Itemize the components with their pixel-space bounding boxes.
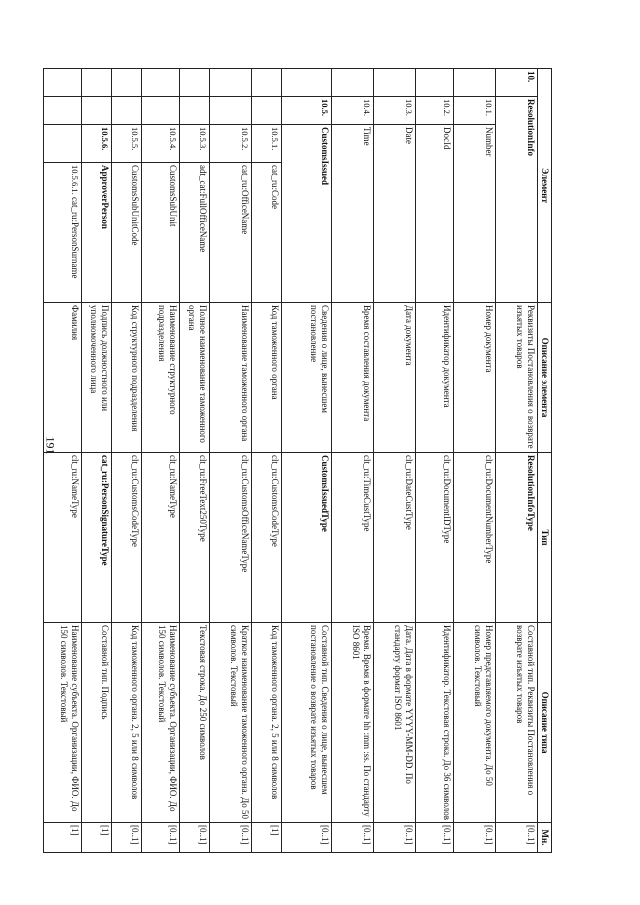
table-row — [416, 69, 454, 853]
indent-cell — [44, 125, 82, 163]
element-name: ResolutionInfo — [496, 97, 538, 303]
type-description: Дата. Дата в формате YYYY-MM-DD. По стандарту формат ISO 8601 — [374, 623, 416, 823]
table-row — [282, 69, 332, 853]
element-description: Дата документа — [374, 303, 416, 453]
row-number: 10.5.2. — [210, 125, 252, 163]
element-type: clt_ru:NameType — [142, 453, 180, 623]
row-number: 10.5. — [282, 97, 332, 125]
row-number: 10.5.6. — [82, 125, 112, 163]
type-description: Код таможенного органа. 2, 5 или 8 символов — [252, 623, 282, 823]
element-name: CustomsSubUnitCode — [112, 163, 142, 303]
type-description: Краткое наименование таможенного органа. До 50 символов. Текстовый — [210, 623, 252, 823]
indent-cell — [82, 69, 112, 97]
element-description: Сведения о лице, вынесшем постановление — [282, 303, 332, 453]
multiplicity: [0..1] — [282, 823, 332, 853]
table-row — [44, 69, 82, 853]
multiplicity: [0..1] — [180, 823, 210, 853]
element-description: Наименование структурного подразделения — [142, 303, 180, 453]
row-number: 10.3. — [374, 97, 416, 125]
multiplicity: [0..1] — [416, 823, 454, 853]
type-description: Составной тип. Реквизиты Постановления о возврате изъятых товаров — [496, 623, 538, 823]
multiplicity: [0..1] — [210, 823, 252, 853]
element-name: cat_ru:Code — [252, 163, 282, 303]
element-type: clt_ru:CustomsCodeType — [252, 453, 282, 623]
element-type: cat_ru:PersonSignatureType — [82, 453, 112, 623]
row-number: 10.5.4. — [142, 125, 180, 163]
row-number: 10.1. — [454, 97, 496, 125]
indent-cell — [454, 69, 496, 97]
multiplicity: [0..1] — [374, 823, 416, 853]
type-description: Наименование субъекта. Организации, ФИО. До 150 символов. Текстовый — [142, 623, 180, 823]
indent-cell — [82, 97, 112, 125]
type-description: Составной тип. Сведения о лице, вынесшем постановление о возврате изъятых товаров — [282, 623, 332, 823]
type-description: Идентификатор. Текстовая строка. До 36 символов — [416, 623, 454, 823]
element-description: Подпись должностного или уполномоченного лица — [82, 303, 112, 453]
element-description: Реквизиты Постановления о возврате изъятых товаров — [496, 303, 538, 453]
element-type: clt_ru:TimeCustType — [332, 453, 374, 623]
row-number: 10.5.3. — [180, 125, 210, 163]
element-type: clt_ru:NameType — [44, 453, 82, 623]
table-row — [496, 69, 538, 853]
table-header-row — [538, 69, 552, 853]
element-description: Полное наименование таможенного органа — [180, 303, 210, 453]
element-description: Идентификатор документа — [416, 303, 454, 453]
table-row — [142, 69, 180, 853]
element-description: Код таможенного органа — [252, 303, 282, 453]
indent-cell — [180, 69, 210, 97]
element-name — [44, 163, 82, 303]
multiplicity: [0..1] — [454, 823, 496, 853]
row-number: 10.5.1. — [252, 125, 282, 163]
table-row — [112, 69, 142, 853]
element-type: clt_ru:CustomsOfficeNameType — [210, 453, 252, 623]
type-description: Время. Время в формате hh :mm :ss. По стандарту ISO 8601 — [332, 623, 374, 823]
indent-cell — [44, 97, 82, 125]
element-name: Number — [454, 125, 496, 303]
element-description: Фамилия — [44, 303, 82, 453]
element-type: clt_ru:DateCustType — [374, 453, 416, 623]
page-number: 191 — [43, 436, 58, 455]
element-name: Time — [332, 125, 374, 303]
table-row — [210, 69, 252, 853]
type-description: Код таможенного органа. 2, 5 или 8 символов — [112, 623, 142, 823]
element-name: DocId — [416, 125, 454, 303]
element-description: Время составления документа — [332, 303, 374, 453]
multiplicity: [1] — [82, 823, 112, 853]
indent-cell — [180, 97, 210, 125]
indent-cell — [332, 69, 374, 97]
table-row — [82, 69, 112, 853]
element-name: CustomsIssued — [282, 125, 332, 303]
indent-cell — [44, 69, 82, 97]
element-name-text: cat_ru:PersonSurname — [70, 197, 80, 279]
element-table — [43, 68, 552, 853]
header-multiplicity: Мн. — [538, 823, 552, 853]
multiplicity: [1] — [44, 823, 82, 853]
header-type-description: Описание типа — [538, 623, 552, 823]
type-description: Наименование субъекта. Организации, ФИО. До 150 символов. Текстовый — [44, 623, 82, 823]
multiplicity: [0..1] — [112, 823, 142, 853]
header-type: Тип — [538, 453, 552, 623]
row-number: 10.2. — [416, 97, 454, 125]
type-description: Составной тип. Подпись — [82, 623, 112, 823]
element-type: clt_ru:CustomsCodeType — [112, 453, 142, 623]
indent-cell — [210, 97, 252, 125]
indent-cell — [142, 97, 180, 125]
header-description: Описание элемента — [538, 303, 552, 453]
indent-cell — [282, 69, 332, 97]
multiplicity: [0..1] — [142, 823, 180, 853]
indent-cell — [210, 69, 252, 97]
element-name: adt_cat:FullOfficeName — [180, 163, 210, 303]
indent-cell — [112, 97, 142, 125]
table-row — [332, 69, 374, 853]
element-name: cat_ru:OfficeName — [210, 163, 252, 303]
row-number: 10.5.5. — [112, 125, 142, 163]
element-type: clt_ru:DocumentIDType — [416, 453, 454, 623]
element-description: Код структурного подразделения — [112, 303, 142, 453]
row-number: 10.4. — [332, 97, 374, 125]
element-name: CustomsSubUnit — [142, 163, 180, 303]
table-row — [374, 69, 416, 853]
rotated-page-content — [59, 68, 552, 852]
element-type: ResolutionInfoType — [496, 453, 538, 623]
indent-cell — [416, 69, 454, 97]
row-number: 10. — [496, 69, 538, 97]
element-description: Номер документа — [454, 303, 496, 453]
indent-cell — [252, 69, 282, 97]
element-type: clt_ru:FreeText250Type — [180, 453, 210, 623]
type-description: Номер представляемого документа. До 50 символов. Текстовый — [454, 623, 496, 823]
type-description: Текстовая строка. До 250 символов — [180, 623, 210, 823]
table-row — [252, 69, 282, 853]
indent-cell — [374, 69, 416, 97]
element-name: Date — [374, 125, 416, 303]
table-row — [454, 69, 496, 853]
element-type: CustomsIssuedType — [282, 453, 332, 623]
indent-cell — [142, 69, 180, 97]
multiplicity: [0..1] — [332, 823, 374, 853]
header-element: Элемент — [538, 69, 552, 303]
element-type: clt_ru:DocumentNumberType — [454, 453, 496, 623]
element-name: ApproverPerson — [82, 163, 112, 303]
multiplicity: [1] — [252, 823, 282, 853]
indent-cell — [112, 69, 142, 97]
table-row — [180, 69, 210, 853]
element-description: Наименование таможенного органа — [210, 303, 252, 453]
row-number: 10.5.6.1. — [70, 165, 80, 195]
multiplicity: [0..1] — [496, 823, 538, 853]
indent-cell — [252, 97, 282, 125]
